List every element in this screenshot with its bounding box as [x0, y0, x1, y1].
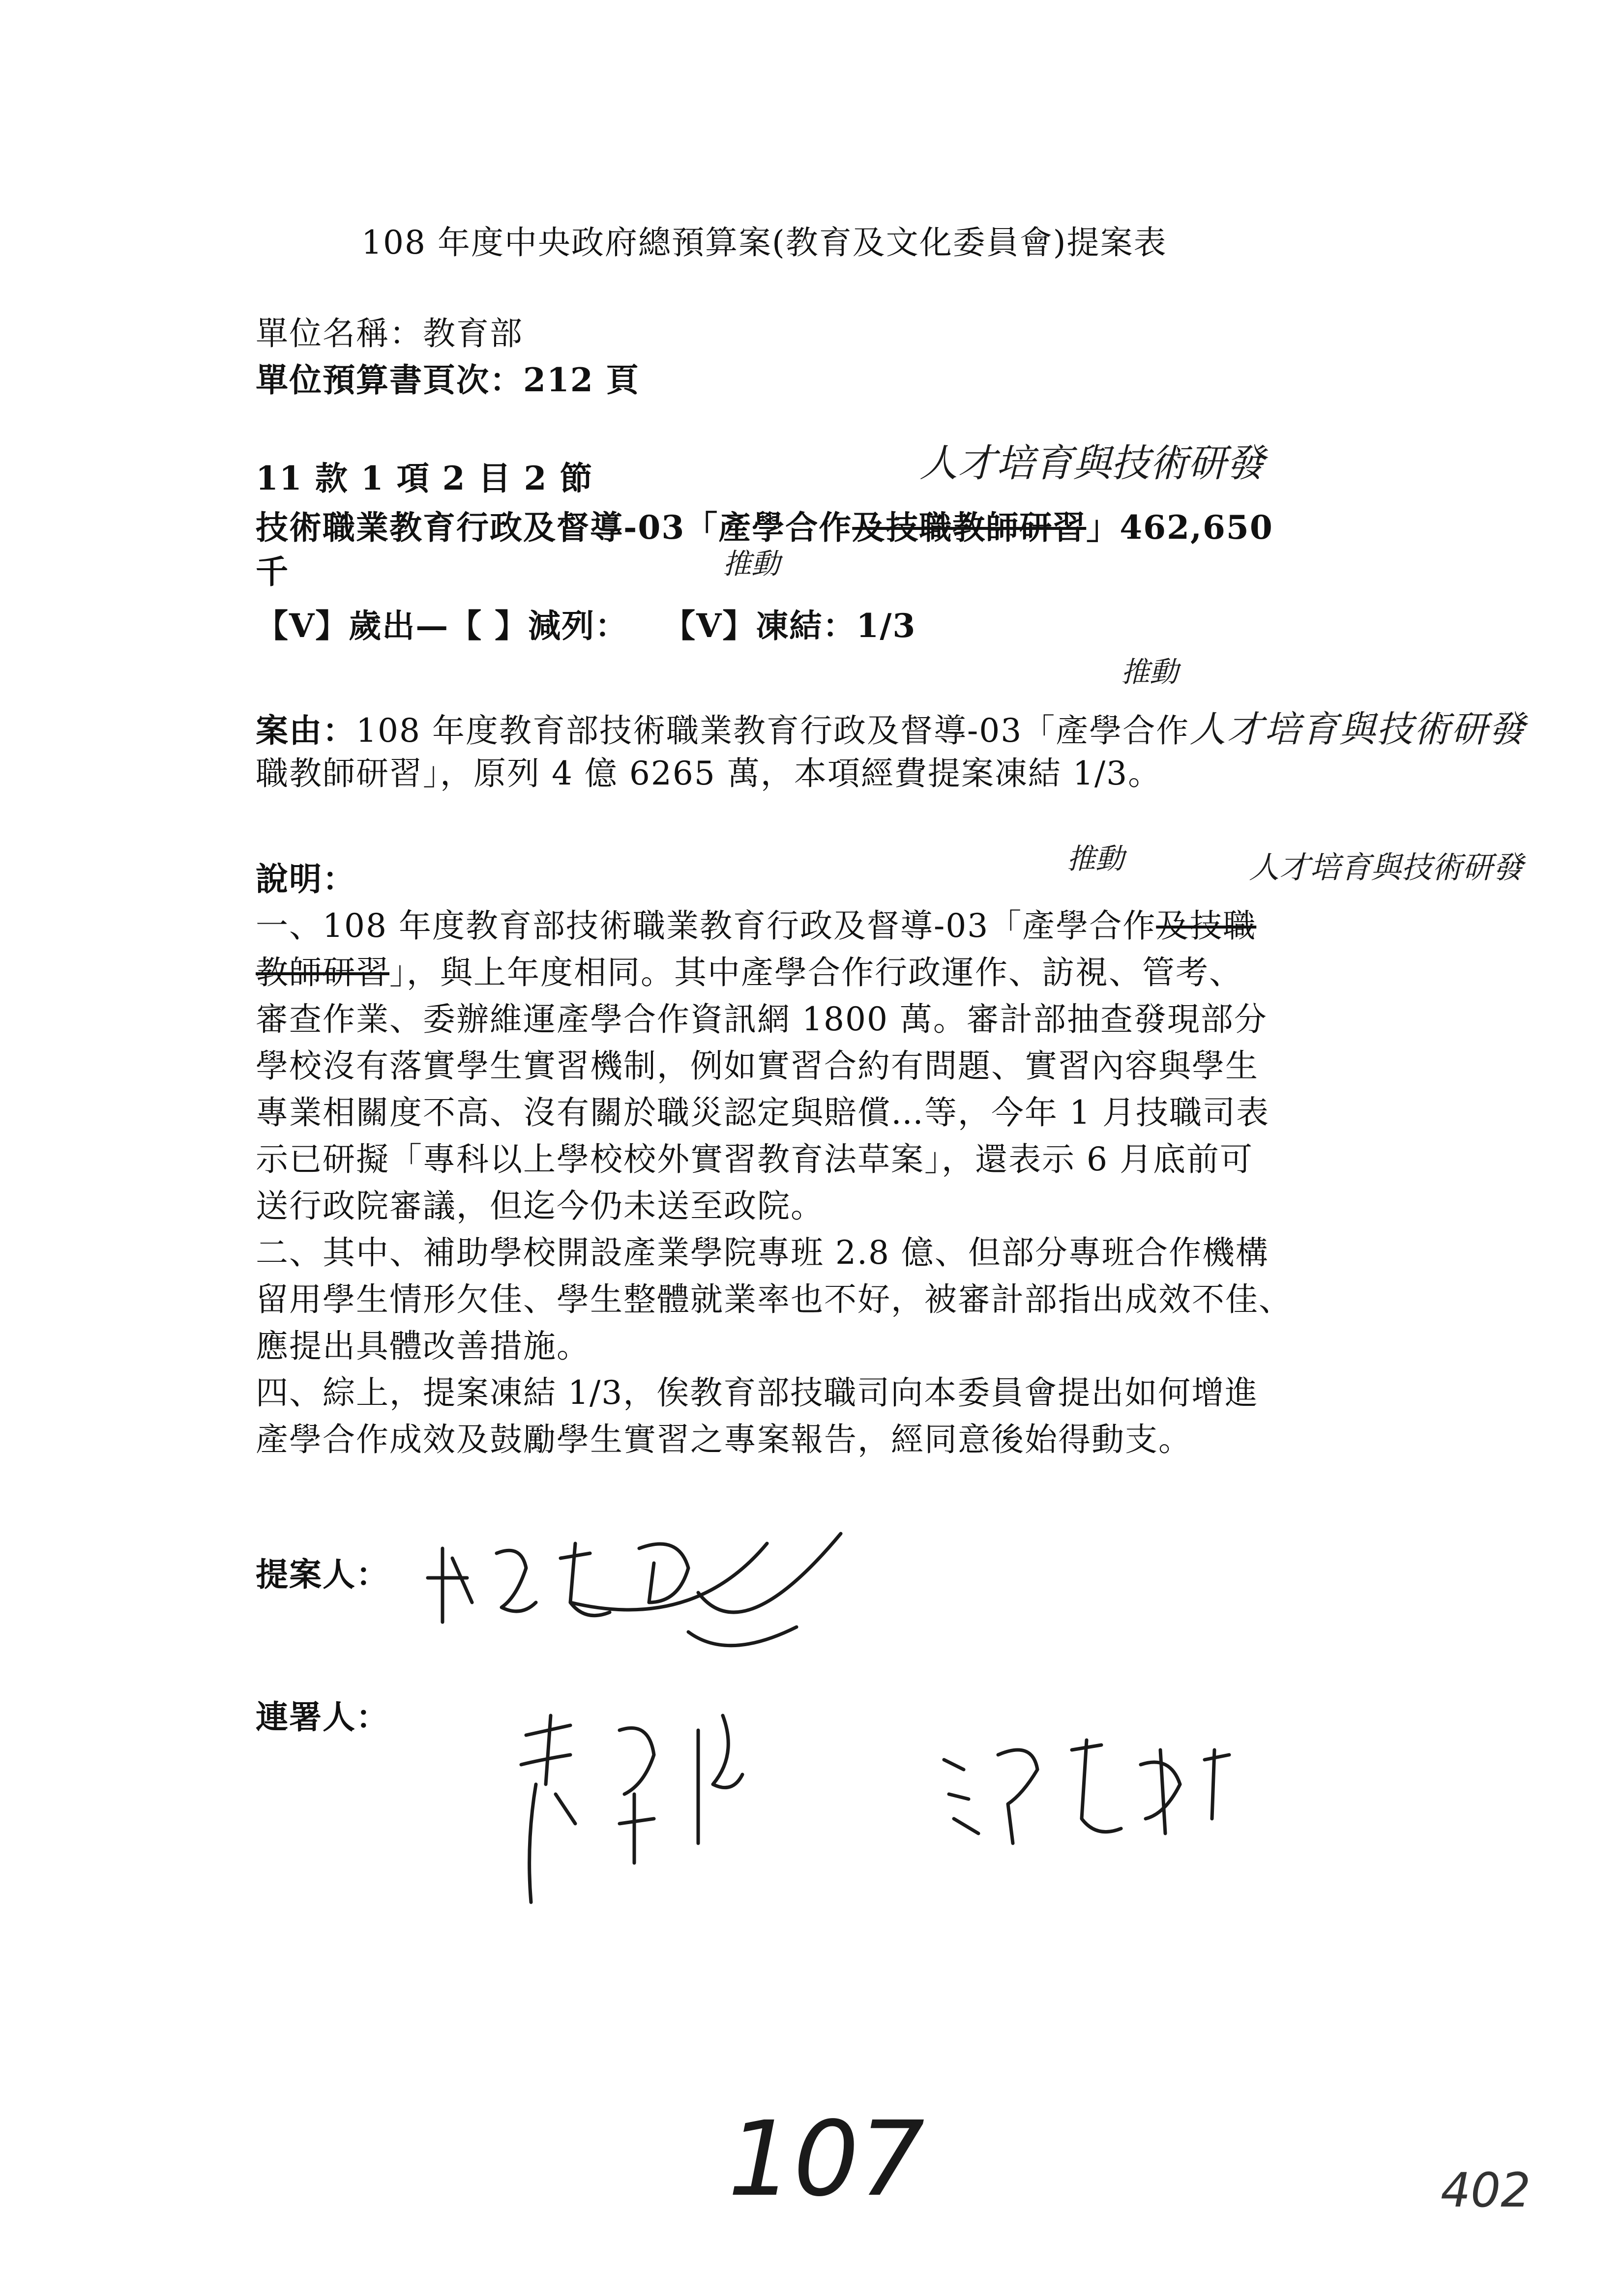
program-struck: 及技職教師研習	[852, 508, 1087, 547]
explanation-label: 說明：	[256, 860, 356, 898]
program-unit: 千	[256, 552, 289, 591]
explanation-line-8: 二、其中、補助學校開設產業學院專班 2.8 億、但部分專班合作機構	[256, 1234, 1269, 1272]
action-options: 【V】歲出—【 】減列： 【V】凍結：1/3	[256, 607, 916, 645]
handwritten-insert-2: 推動	[723, 547, 780, 581]
explanation-hand-above-2: 人才培育與技術研發	[1249, 849, 1524, 885]
reason-line-1	[256, 700, 1526, 753]
reason-text-1: 108 年度教育部技術職業教育行政及督導-03「產學合作	[356, 712, 1190, 750]
explanation-line-5: 專業相關度不高、沒有關於職災認定與賠償…等，今年 1 月技職司表	[256, 1094, 1270, 1132]
program-suffix: 」462,650	[1086, 508, 1273, 547]
cosigner-label: 連署人：	[256, 1698, 389, 1736]
page-number: 107	[728, 2099, 925, 2219]
explanation-line-12: 產學合作成效及鼓勵學生實習之專案報告，經同意後始得動支。	[256, 1421, 1192, 1458]
explanation-line-6: 示已研擬「專科以上學校校外實習教育法草案」，還表示 6 月底前可	[256, 1140, 1253, 1178]
exp-struck-2: 教師研習	[256, 954, 389, 991]
explanation-line-11: 四、綜上，提案凍結 1/3，俟教育部技職司向本委員會提出如何增進	[256, 1374, 1259, 1412]
cosigner-signature-2	[934, 1720, 1278, 1868]
corner-number: 402	[1441, 2163, 1531, 2218]
exp-struck-1: 及技職	[1156, 907, 1257, 945]
unit-name: 單位名稱：教育部	[256, 315, 523, 352]
proposer-label: 提案人：	[256, 1555, 389, 1594]
reason-line-2: 職教師研習」，原列 4 億 6265 萬，本項經費提案凍結 1/3。	[256, 755, 1162, 792]
handwritten-insert: 人才培育與技術研發	[919, 441, 1265, 486]
reason-hand-above: 推動	[1121, 655, 1179, 689]
explanation-line-1	[256, 900, 1256, 946]
proposer-signature	[423, 1504, 890, 1661]
explanation-line-7: 送行政院審議，但迄今仍未送至政院。	[256, 1187, 824, 1225]
program-prefix: 技術職業教育行政及督導-03「產學合作	[256, 508, 853, 547]
exp-text-2: 」，與上年度相同。其中產學合作行政運作、訪視、管考、	[389, 954, 1242, 991]
explanation-line-9: 留用學生情形欠佳、學生整體就業率也不好，被審計部指出成效不佳、	[256, 1280, 1292, 1318]
explanation-line-2	[256, 946, 1242, 993]
exp-text-1: 一、108 年度教育部技術職業教育行政及督導-03「產學合作	[256, 907, 1156, 945]
form-title: 108 年度中央政府總預算案(教育及文化委員會)提案表	[361, 224, 1167, 262]
reason-label: 案由：	[256, 711, 356, 750]
reason-hand: 人才培育與技術研發	[1189, 708, 1526, 751]
budget-page: 單位預算書頁次：212 頁	[256, 361, 640, 399]
explanation-line-10: 應提出具體改善措施。	[256, 1327, 590, 1365]
budget-section: 11 款 1 項 2 目 2 節	[256, 459, 593, 497]
explanation-line-4: 學校沒有落實學生實習機制，例如實習合約有問題、實習內容與學生	[256, 1047, 1259, 1085]
explanation-hand-above-1: 推動	[1067, 842, 1124, 875]
cosigner-signature-1	[506, 1696, 851, 1942]
explanation-line-3: 審查作業、委辦維運產學合作資訊網 1800 萬。審計部抽查發現部分	[256, 1000, 1268, 1038]
